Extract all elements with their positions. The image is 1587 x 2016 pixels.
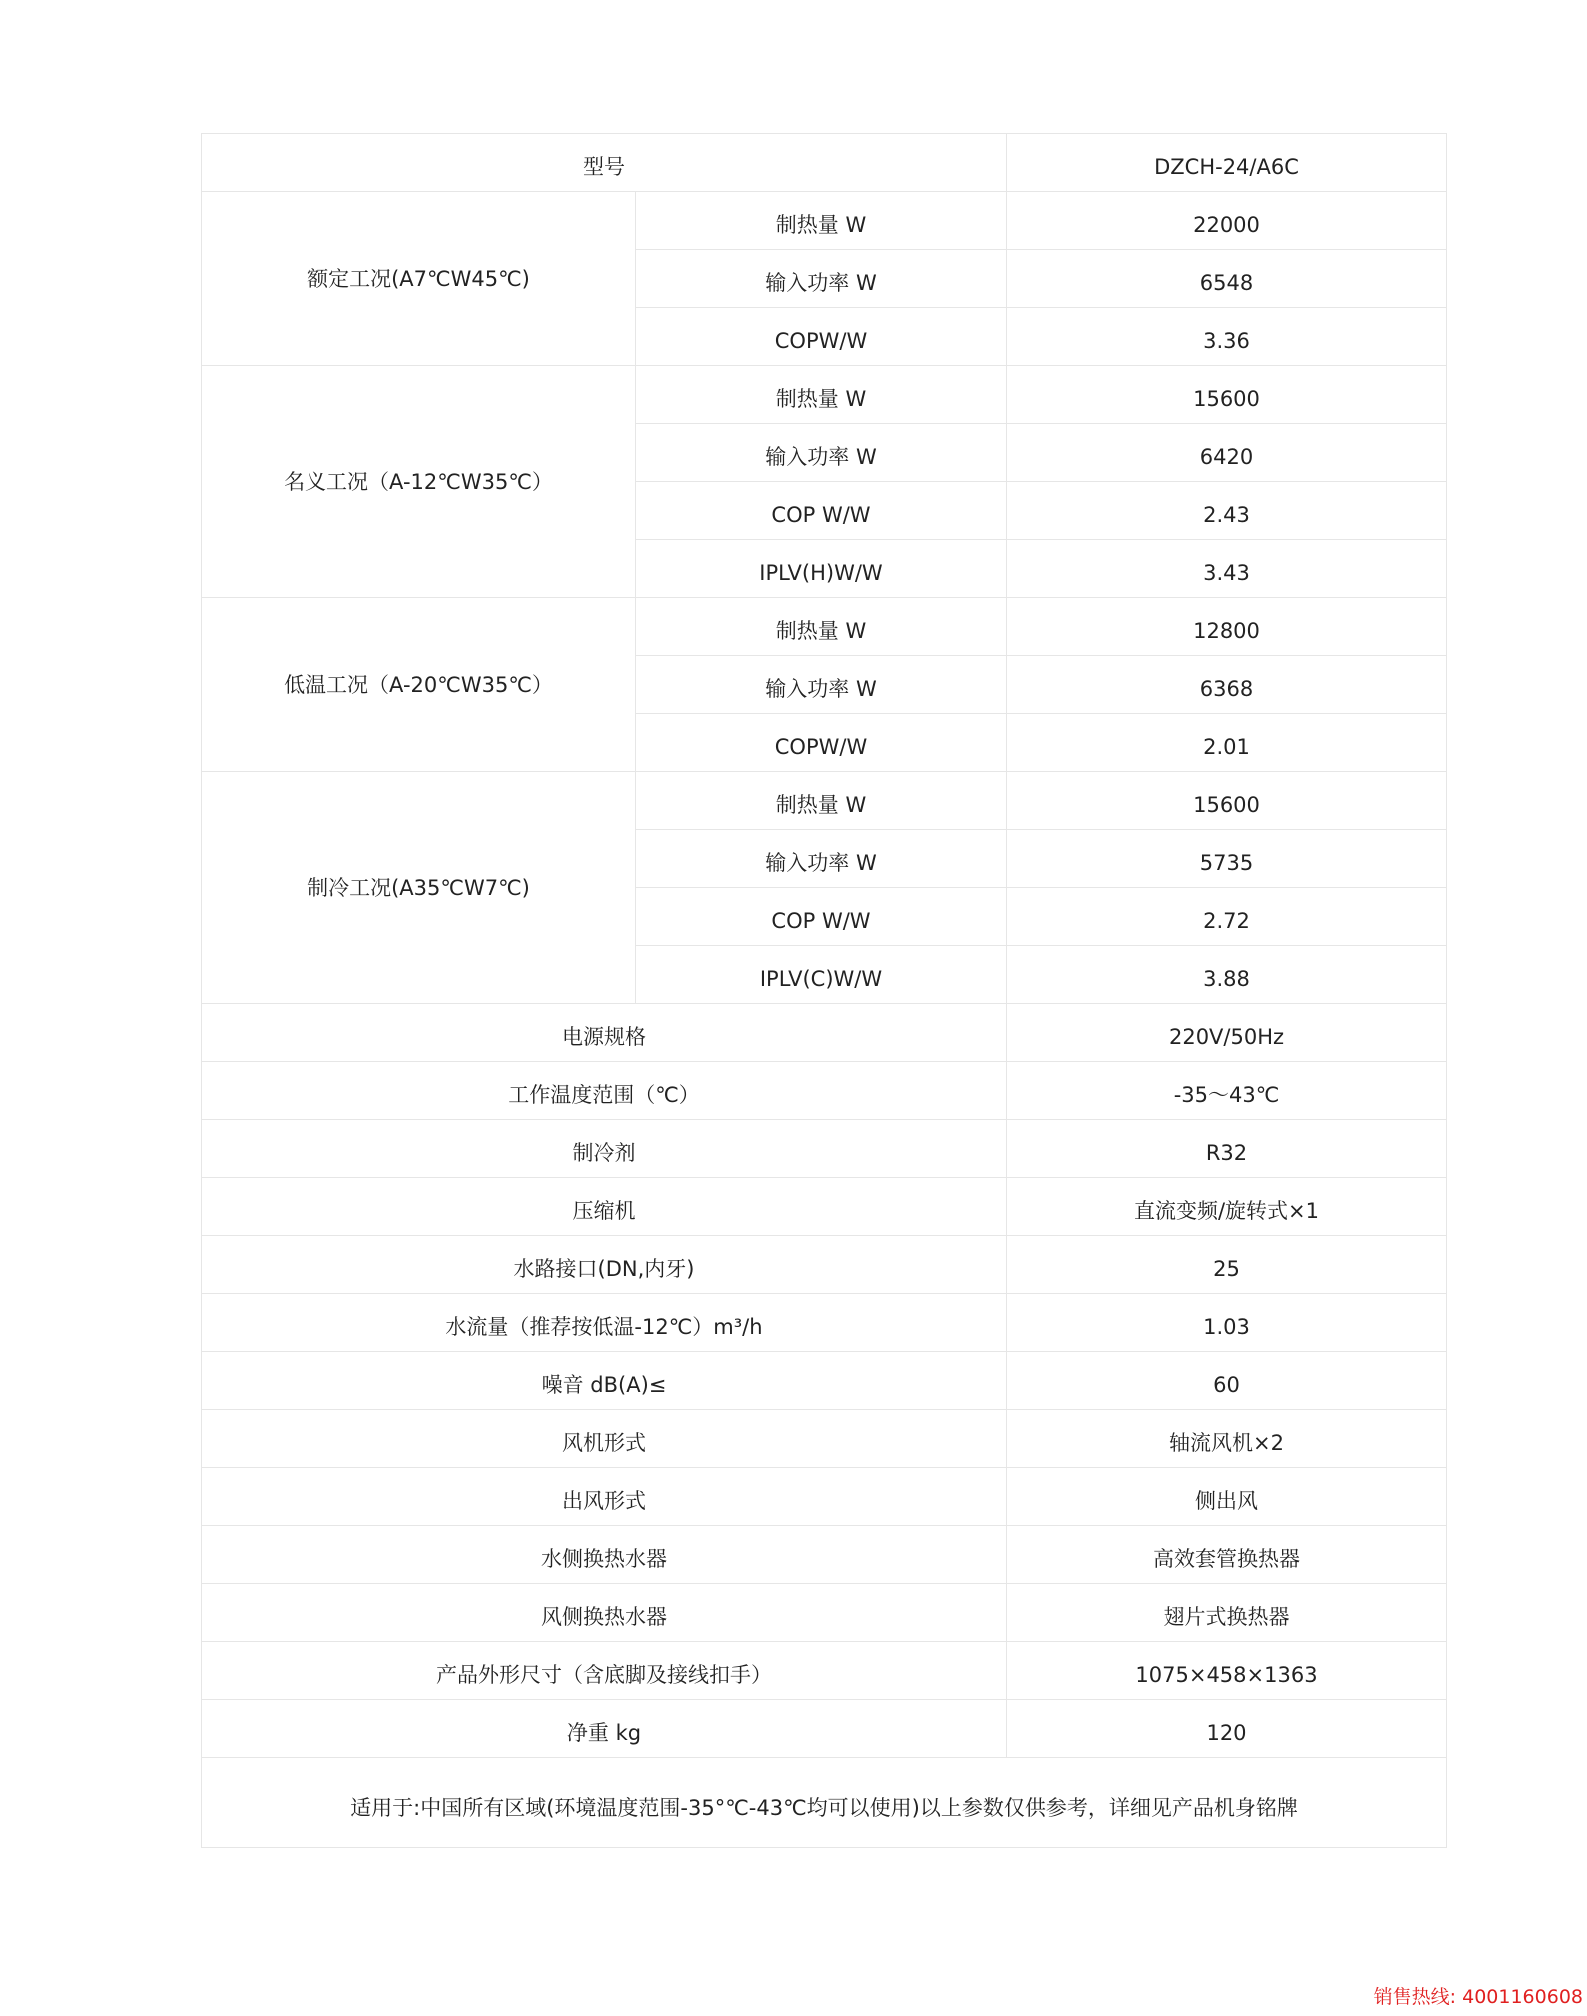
model-row bbox=[202, 134, 1447, 192]
spec-label: 水侧换热水器 bbox=[202, 1526, 1007, 1584]
spec-label: 电源规格 bbox=[202, 1004, 1007, 1062]
condition-row bbox=[202, 598, 1447, 656]
spec-row bbox=[202, 1700, 1447, 1758]
condition-value: 6548 bbox=[1007, 250, 1447, 308]
usage-note: 适用于:中国所有区域(环境温度范围-35°℃-43℃均可以使用)以上参数仅供参考，详细见产品机身铭牌 bbox=[202, 1758, 1447, 1848]
condition-group-label: 制冷工况(A35℃W7℃) bbox=[202, 772, 636, 1004]
spec-table-body bbox=[202, 134, 1447, 1848]
condition-value: 12800 bbox=[1007, 598, 1447, 656]
spec-label: 噪音 dB(A)≤ bbox=[202, 1352, 1007, 1410]
condition-row bbox=[202, 772, 1447, 830]
spec-row bbox=[202, 1642, 1447, 1700]
spec-label: 制冷剂 bbox=[202, 1120, 1007, 1178]
spec-row bbox=[202, 1120, 1447, 1178]
model-label: 型号 bbox=[202, 134, 1007, 192]
condition-row bbox=[202, 366, 1447, 424]
condition-value: 3.88 bbox=[1007, 946, 1447, 1004]
spec-row bbox=[202, 1584, 1447, 1642]
condition-param: IPLV(H)W/W bbox=[636, 540, 1007, 598]
sales-hotline: 销售热线: 4001160608 bbox=[1373, 1986, 1583, 2008]
spec-row bbox=[202, 1526, 1447, 1584]
condition-value: 15600 bbox=[1007, 772, 1447, 830]
spec-value: 1.03 bbox=[1007, 1294, 1447, 1352]
condition-group-label: 低温工况（A-20℃W35℃） bbox=[202, 598, 636, 772]
spec-row bbox=[202, 1004, 1447, 1062]
spec-label: 净重 kg bbox=[202, 1700, 1007, 1758]
model-value: DZCH-24/A6C bbox=[1007, 134, 1447, 192]
condition-param: 制热量 W bbox=[636, 772, 1007, 830]
condition-value: 2.72 bbox=[1007, 888, 1447, 946]
spec-row bbox=[202, 1178, 1447, 1236]
condition-param: 制热量 W bbox=[636, 192, 1007, 250]
spec-label: 风机形式 bbox=[202, 1410, 1007, 1468]
condition-param: 输入功率 W bbox=[636, 656, 1007, 714]
spec-label: 出风形式 bbox=[202, 1468, 1007, 1526]
spec-value: -35～43℃ bbox=[1007, 1062, 1447, 1120]
note-row bbox=[202, 1758, 1447, 1848]
spec-value: 直流变频/旋转式×1 bbox=[1007, 1178, 1447, 1236]
spec-label: 水流量（推荐按低温-12℃）m³/h bbox=[202, 1294, 1007, 1352]
condition-value: 3.36 bbox=[1007, 308, 1447, 366]
spec-row bbox=[202, 1468, 1447, 1526]
spec-value: 1075×458×1363 bbox=[1007, 1642, 1447, 1700]
spec-value: 高效套管换热器 bbox=[1007, 1526, 1447, 1584]
spec-value: 轴流风机×2 bbox=[1007, 1410, 1447, 1468]
condition-value: 3.43 bbox=[1007, 540, 1447, 598]
condition-param: IPLV(C)W/W bbox=[636, 946, 1007, 1004]
condition-param: COP W/W bbox=[636, 482, 1007, 540]
spec-row bbox=[202, 1294, 1447, 1352]
condition-value: 6368 bbox=[1007, 656, 1447, 714]
spec-row bbox=[202, 1410, 1447, 1468]
spec-label: 水路接口(DN,内牙) bbox=[202, 1236, 1007, 1294]
condition-param: 制热量 W bbox=[636, 366, 1007, 424]
spec-row bbox=[202, 1062, 1447, 1120]
spec-row bbox=[202, 1236, 1447, 1294]
condition-value: 6420 bbox=[1007, 424, 1447, 482]
spec-label: 风侧换热水器 bbox=[202, 1584, 1007, 1642]
spec-value: 120 bbox=[1007, 1700, 1447, 1758]
condition-value: 5735 bbox=[1007, 830, 1447, 888]
condition-value: 22000 bbox=[1007, 192, 1447, 250]
condition-param: 输入功率 W bbox=[636, 250, 1007, 308]
spec-label: 产品外形尺寸（含底脚及接线扣手） bbox=[202, 1642, 1007, 1700]
condition-row bbox=[202, 192, 1447, 250]
condition-group-label: 名义工况（A-12℃W35℃） bbox=[202, 366, 636, 598]
spec-value: 60 bbox=[1007, 1352, 1447, 1410]
condition-param: 输入功率 W bbox=[636, 830, 1007, 888]
condition-param: COPW/W bbox=[636, 308, 1007, 366]
spec-value: 25 bbox=[1007, 1236, 1447, 1294]
condition-value: 2.01 bbox=[1007, 714, 1447, 772]
condition-param: 制热量 W bbox=[636, 598, 1007, 656]
condition-group-label: 额定工况(A7℃W45℃) bbox=[202, 192, 636, 366]
spec-label: 工作温度范围（℃） bbox=[202, 1062, 1007, 1120]
spec-value: 侧出风 bbox=[1007, 1468, 1447, 1526]
condition-param: COPW/W bbox=[636, 714, 1007, 772]
condition-value: 15600 bbox=[1007, 366, 1447, 424]
spec-value: 220V/50Hz bbox=[1007, 1004, 1447, 1062]
spec-value: 翅片式换热器 bbox=[1007, 1584, 1447, 1642]
condition-value: 2.43 bbox=[1007, 482, 1447, 540]
condition-param: COP W/W bbox=[636, 888, 1007, 946]
spec-table bbox=[201, 133, 1447, 1848]
spec-label: 压缩机 bbox=[202, 1178, 1007, 1236]
spec-value: R32 bbox=[1007, 1120, 1447, 1178]
spec-row bbox=[202, 1352, 1447, 1410]
condition-param: 输入功率 W bbox=[636, 424, 1007, 482]
